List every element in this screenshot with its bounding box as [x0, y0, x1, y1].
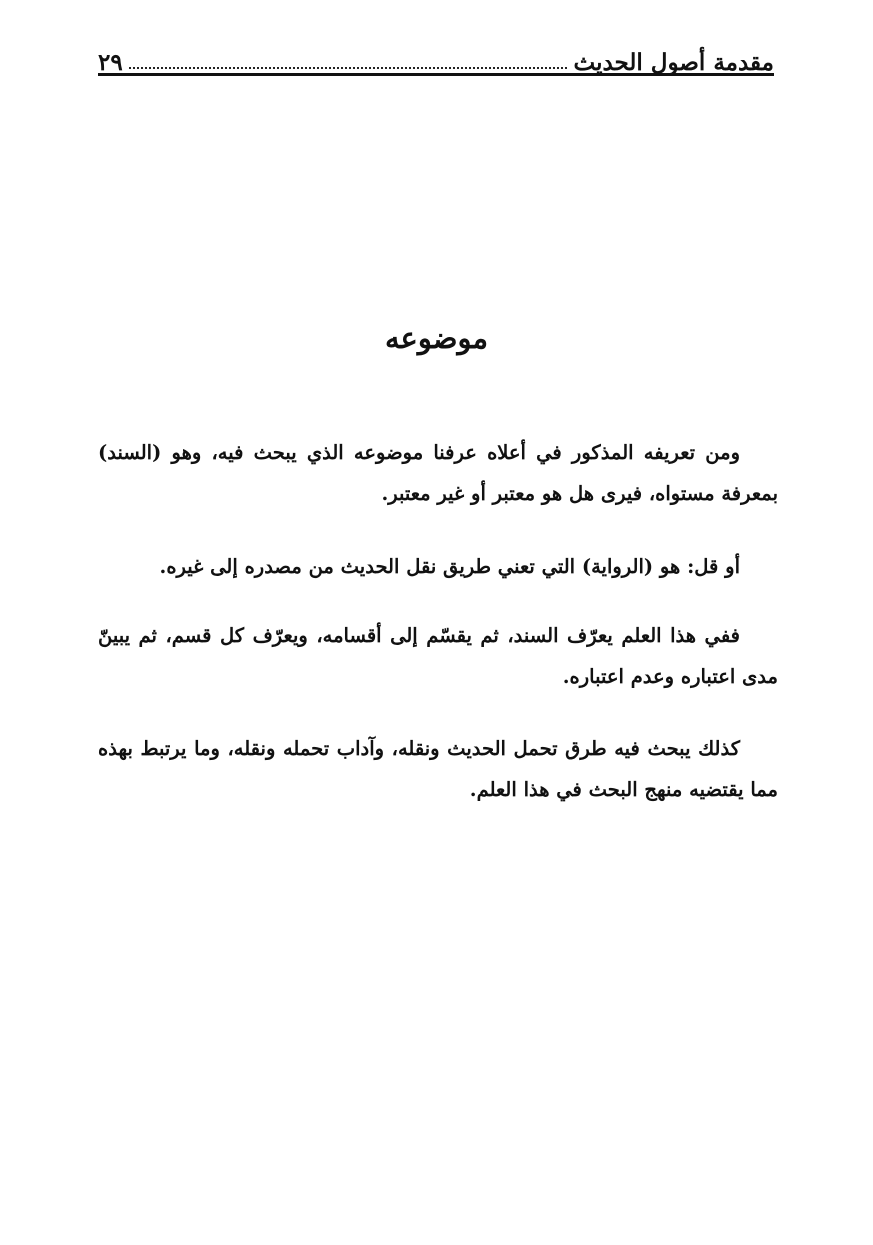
running-header	[98, 34, 774, 74]
body-paragraph: أو قل: هو (الرواية) التي تعني طريق نقل الحديث من مصدره إلى غيره.	[159, 555, 740, 578]
header-rule	[98, 73, 774, 76]
body-paragraph: ففي هذا العلم يعرّف السند، ثم يقسّم إلى أقسامه، ويعرّف كل قسم، ثم يبينّ مدى اعتباره وعدم اعتباره.	[98, 624, 778, 688]
body-paragraph: كذلك يبحث فيه طرق تحمل الحديث ونقله، وآداب تحمله ونقله، وما يرتبط بهذه مما يقتضيه منهج البحث في هذا العلم.	[98, 737, 778, 801]
page-number: ٢٩	[98, 49, 123, 76]
section-title: موضوعه	[385, 321, 488, 355]
leader-dots	[129, 66, 568, 69]
body-paragraph: ومن تعريفه المذكور في أعلاه عرفنا موضوعه الذي يبحث فيه، وهو (السند) بمعرفة مستواه، فيرى هل هو معتبر أو غير معتبر.	[98, 441, 778, 505]
running-header-title: مقدمة أصول الحديث	[573, 49, 774, 76]
